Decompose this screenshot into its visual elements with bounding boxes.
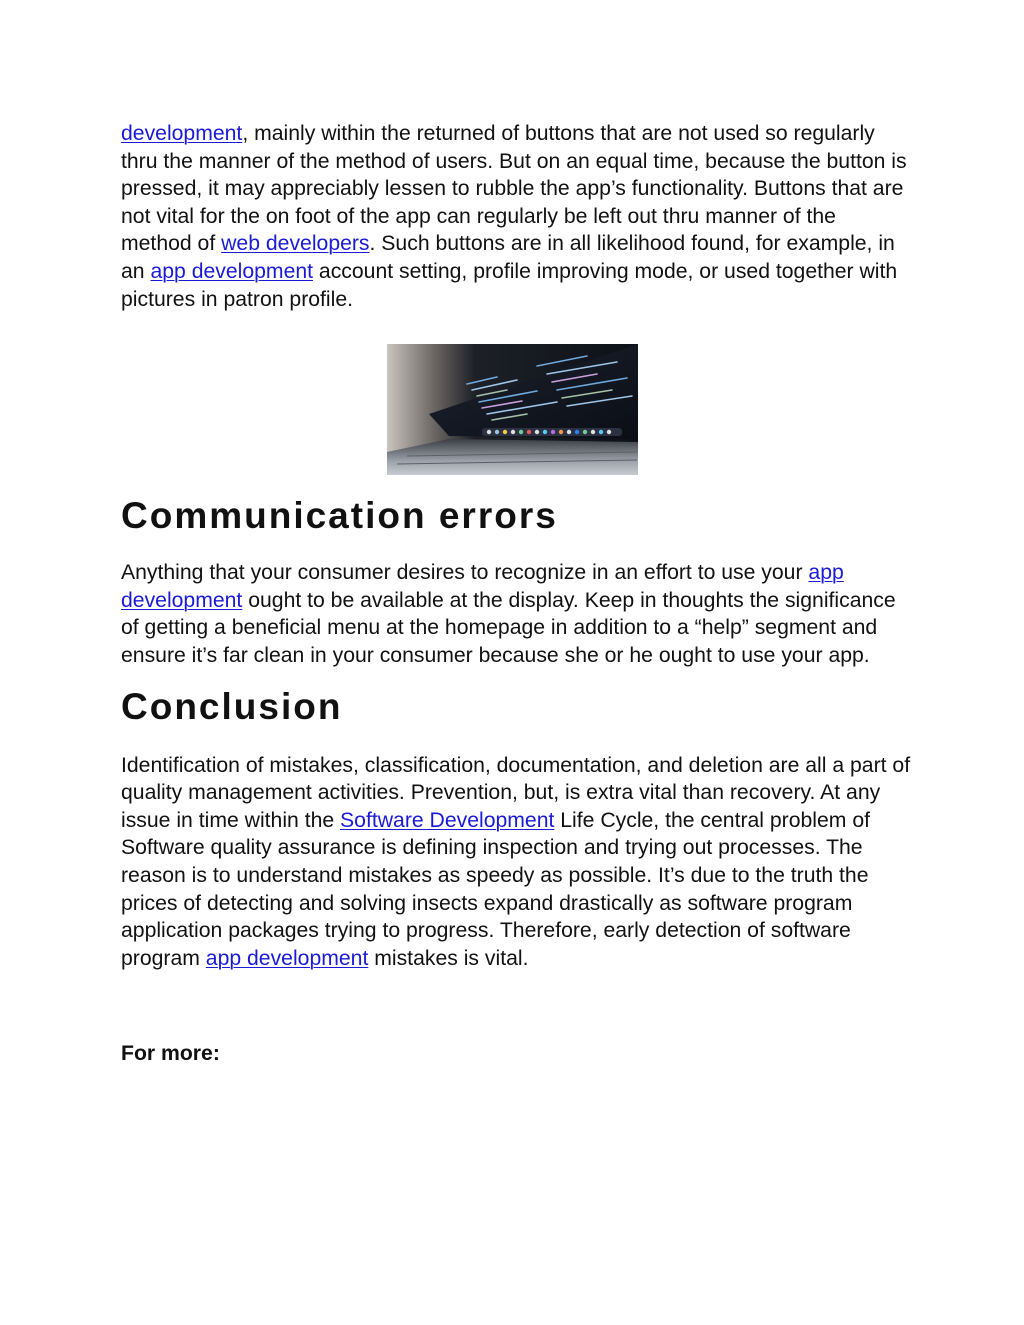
communication-text-1: Anything that your consumer desires to recognize in an effort to use your <box>121 561 809 585</box>
for-more-label: For more: <box>121 1042 220 1066</box>
conclusion-text-1: Identification of mistakes, classification, documentation, and deletion are all a part of quality management activities. Prevention, but, is extra vital than recovery. At any issue in time within the <box>121 753 911 832</box>
conclusion-paragraph <box>121 752 911 973</box>
heading-communication-errors: Communication errors <box>121 495 558 537</box>
conclusion-text-2: Life Cycle, the central problem of Software quality assurance is defining inspection and trying out processes. The reason is to understand mistakes as speedy as possible. It’s due to the truth the prices of detecting and solving insects expand drastically as software program application packages trying to progress. Therefore, early detection of software program <box>121 808 870 970</box>
link-app-development-2[interactable]: app development <box>121 561 844 612</box>
intro-paragraph <box>121 120 911 313</box>
link-web-developers[interactable]: web developers <box>221 232 370 256</box>
communication-paragraph <box>121 559 911 669</box>
link-software-development[interactable]: Software Development <box>340 808 555 832</box>
conclusion-text-3: mistakes is vital. <box>368 946 529 970</box>
figure <box>121 344 911 475</box>
laptop-code-photo <box>387 344 638 475</box>
heading-conclusion: Conclusion <box>121 685 343 727</box>
link-app-development-3[interactable]: app development <box>205 946 369 970</box>
document-page <box>121 120 911 1068</box>
intro-text-1: , mainly within the returned of buttons that are not used so regularly thru the manner of the method of users. But on an equal time, because the button is pressed, it may appreciably lessen to rubble the app’s functionality. Buttons that are not vital for the on foot of the app can regularly be left out thru manner of the method of <box>121 122 907 256</box>
intro-text-3: account setting, profile improving mode, or used together with pictures in patron profile. <box>121 259 898 311</box>
link-development[interactable]: development <box>121 122 243 145</box>
communication-text-2: ought to be available at the display. Keep in thoughts the significance of getting a beneficial menu at the homepage in addition to a “help” segment and ensure it’s far clean in your consumer because she or he ought to use your app. <box>121 588 896 667</box>
link-app-development-1[interactable]: app development <box>150 259 314 283</box>
intro-text-2: . Such buttons are in all likelihood found, for example, in an <box>121 232 895 283</box>
